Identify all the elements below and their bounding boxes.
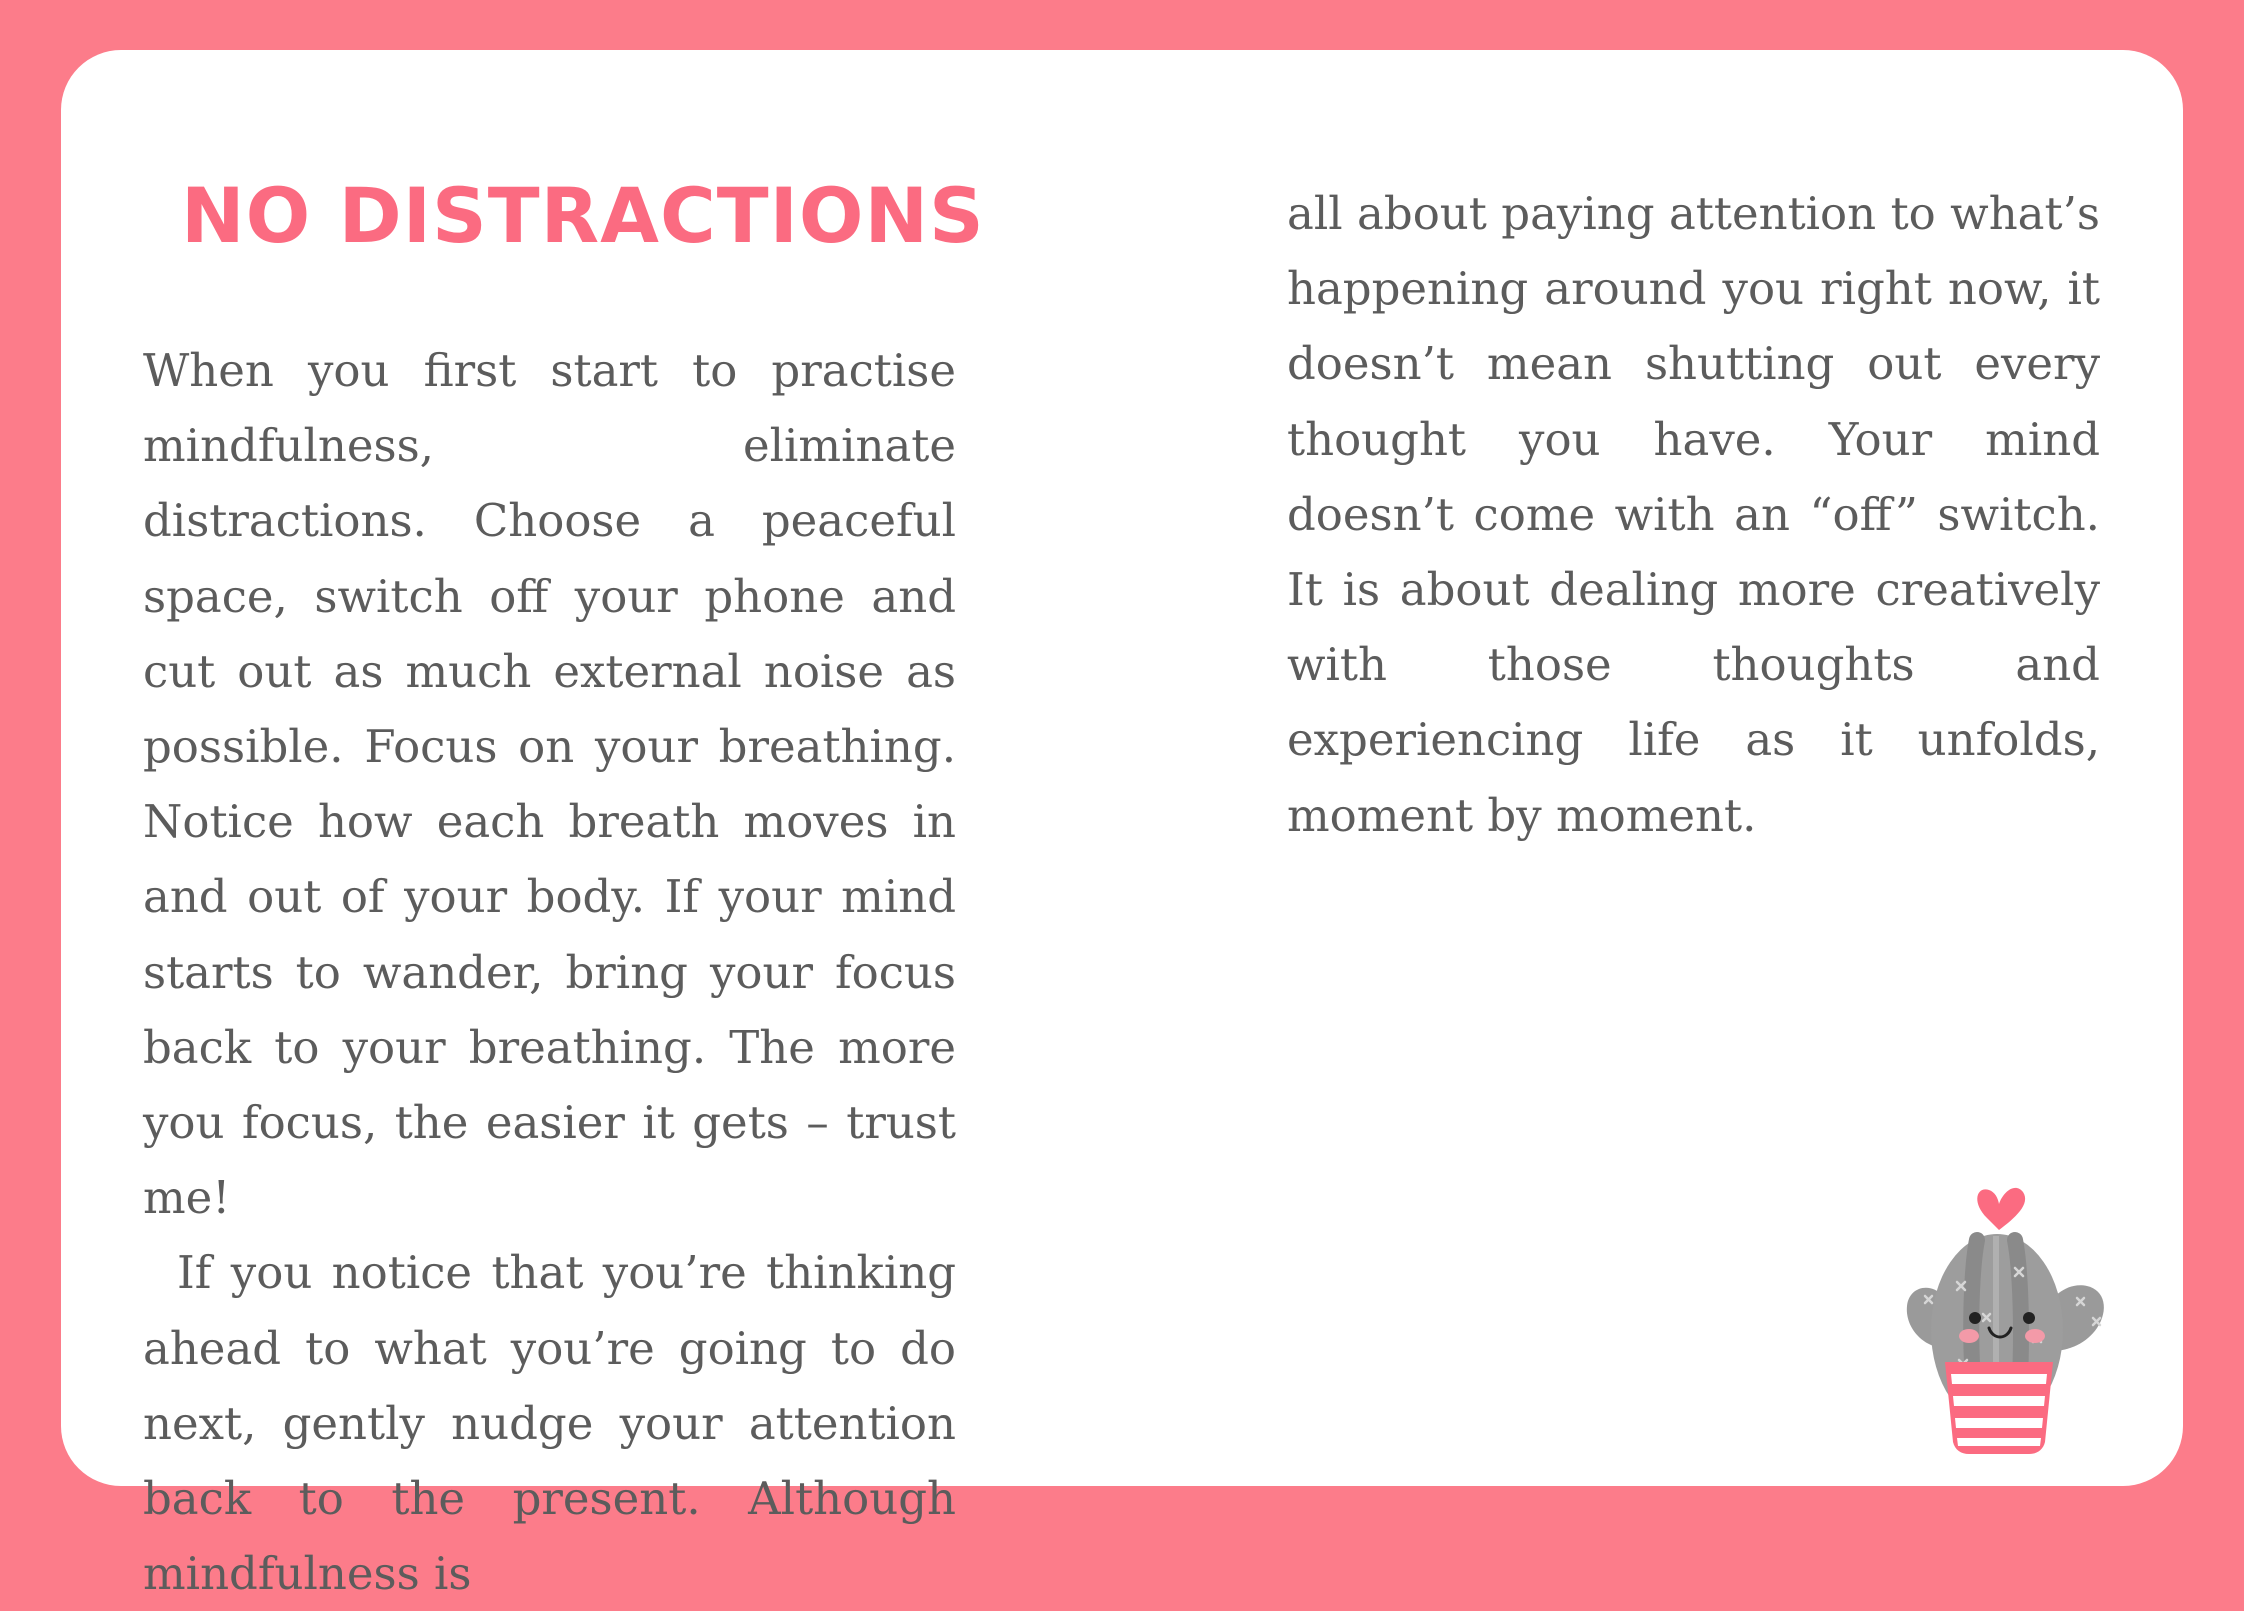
cactus-icon <box>1865 1100 2165 1470</box>
book-page <box>61 50 2183 1601</box>
paragraph: When you first start to practise mindfulness, eliminate distractions. Choose a peaceful space, switch off your phone and cut out as much external noise as possible. Focus on your breathing. Notice how each breath moves in and out of your body. If your mind starts to wander, bring your focus back to your breathing. The more you focus, the easier it gets – trust me! <box>143 344 956 1225</box>
paragraph: all about paying attention to what’s happening around you right now, it doesn’t mean shutting out every thought you have. Your mind doesn’t come with an “off” switch. It is about dealing more creatively with those thoughts and experiencing life as it unfolds, moment by moment. <box>1287 187 2100 842</box>
page-title: NO DISTRACTIONS <box>181 171 985 260</box>
paragraph: If you notice that you’re thinking ahead to what you’re going to do next, gently nudge your attention back to the present. Although mindfulness is <box>143 1246 956 1601</box>
right-text-column <box>1287 176 2100 853</box>
left-text-column <box>143 333 956 1611</box>
